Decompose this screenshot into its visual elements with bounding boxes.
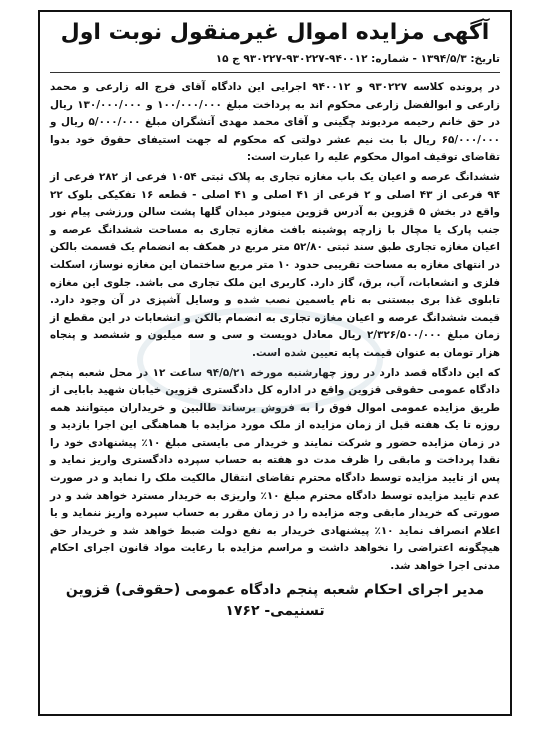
title-divider [50,72,500,73]
notice-paragraph-property: ششدانگ عرصه و اعیان یک باب مغازه تجاری به پلاک ثبتی ۱۰۵۴ فرعی از ۲۸۲ فرعی از ۹۴ فرعی از ۴۳ اصلی و ۲ فرعی از ۴۱ اصلی و ۴۱ اصلی - قطعه ۱۶ تفکیکی بلوک ۲۲ واقع در بخش ۵ قزوین به آدرس قزوین مینودر میدان گلها پشت سالن ورزشی پیام نور جنب پارک یا مچال با زارچه پوشینه بافت مغازه تجاری به مساحت ششدانگ عرصه و اعیان مغازه تجاری طبق سند ثبتی ۵۲/۸۰ متر مربع در همکف به انضمام یک قسمت بالکن در انتهای مغازه به مساحت تقریبی حدود ۱۰ متر مربع ساختمان این مغازه نوساز، اسکلت فلزی و انشعابات، آب، برق، گاز دارد. کاربری این ملک تجاری می باشد. جلوی این مغازه تابلوی غذا بری ببستنی به نام یاسمین نصب شده و وسایل آشپزی در آن وجود دارد. قیمت ششدانگ عرصه و اعیان مغازه تجاری به انضمام بالکن و انشعابات در این مقطع از زمان مبلغ ۲/۳۲۶/۵۰۰/۰۰۰ ریال معادل دویست و سی و سه میلیون و ششصد و پنجاه هزار تومان به عنوان قیمت پایه تعیین شده است. [50,170,501,359]
signature-office: مدیر اجرای احکام شعبه پنجم دادگاه عمومی (حقوقی) قزوین [65,581,485,598]
notice-frame [38,10,512,716]
signature-name-code: تسنیمی- ۱۷۶۲ [225,602,325,619]
notice-date-number: تاریخ: ۱۳۹۴/۵/۳ - شماره: ۹۴۰۰۱۲-۹۳۰۲۲۷-۹۳۰۲۲۷ ج ۱۵ [215,53,500,65]
notice-signature [50,580,500,622]
notice-title: آگهی مزایده اموال غیرمنقول نوبت اول [60,20,490,45]
notice-paragraph-auction-terms: که این دادگاه قصد دارد در روز چهارشنبه مورخه ۹۴/۵/۲۱ ساعت ۱۲ در محل شعبه پنجم دادگاه عمومی حقوقی قزوین واقع در اداره کل دادگستری قزوین خیابان شهید بابایی از طریق مزایده عمومی اموال فوق را به فروش برساند طالبین و خریداران میتوانند همه روزه تا یک هفته قبل از زمان مزایده از ملک مورد مزایده با هماهنگی این اجرا بازدید و در زمان مزایده حضور و شرکت نمایند و خریدار می بایستی مبلغ ۱۰٪ پیشنهادی خود را نقدا پرداخت و مابقی را ظرف مدت دو هفته به حساب سپرده دادگستری واریز نماید و پس از تایید مزایده توسط دادگاه محترم تقاضای انتقال مالکیت ملک را نماید و در صورت عدم تایید مزایده توسط دادگاه محترم مبلغ ۱۰٪ واریزی به خریدار مسترد خواهد شد و در صورتی که خریدار مابقی وجه مزایده را در زمان مقرر به حساب سپرده واریز ننماید و یا اعلام انصراف نماید ۱۰٪ پیشنهادی خریدار به نفع دولت ضبط خواهد شد و خریدار حق هیچگونه اعتراضی را نخواهد داشت و مراسم مزایده با رعایت مواد قانون اجرای احکام مدنی اجرا خواهد شد. [50,366,500,573]
notice-paragraph-case: در پرونده کلاسه ۹۳۰۲۲۷ و ۹۴۰۰۱۲ اجرایی این دادگاه آقای فرج اله زارعی و محمد زارعی و ابوالفضل زارعی محکوم اند به پرداخت مبلغ ۱۰۰/۰۰۰/۰۰۰ و ۱۳۰/۰۰۰/۰۰۰ ریال در حق خانم رحیمه مردیوند چگینی و آقای محمد مهدی آتشگران مبلغ ۵/۰۰۰/۰۰۰ ریال و ۶۵/۰۰۰/۰۰۰ ریال با بت نیم عشر دولتی که محکوم له جهت استیفای حقوق خود بدوا تقاضای توقیف اموال محکوم علیه را عبارت است: [50,81,501,164]
